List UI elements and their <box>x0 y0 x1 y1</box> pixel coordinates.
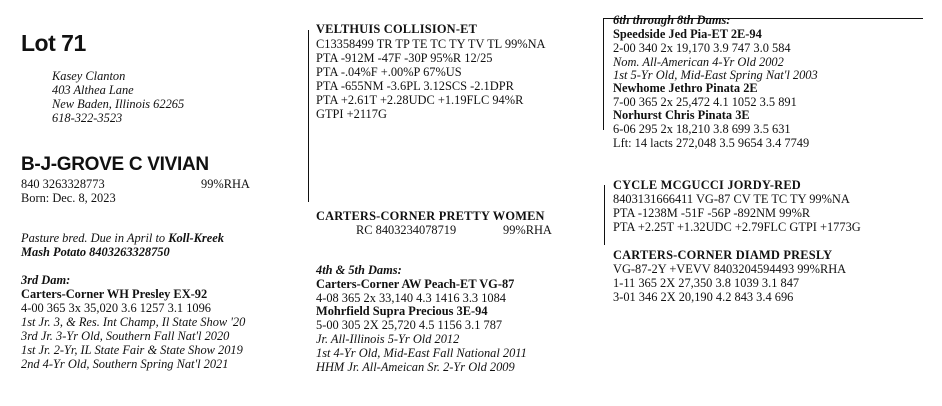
sixth-dam-record: 2-00 340 2x 19,170 3.9 747 3.0 584 <box>613 41 791 55</box>
third-dam-honor: 1st Jr. 2-Yr, IL State Fair & State Show 2019 <box>21 343 243 357</box>
consignor-name: Kasey Clanton <box>52 69 126 83</box>
breeding-note-line1 <box>21 231 224 245</box>
eighth-dam-record: 6-06 295 2x 18,210 3.8 699 3.5 631 <box>613 122 791 136</box>
cycle-sire-line: 8403131666411 VG-87 CV TE TC TY 99%NA <box>613 192 850 206</box>
sixth-dam-honor: Nom. All-American 4-Yr Old 2002 <box>613 55 784 69</box>
animal-birth-date: Born: Dec. 8, 2023 <box>21 191 116 205</box>
fifth-dam-honor: 1st 4-Yr Old, Mid-East Fall National 2011 <box>316 346 527 360</box>
diamd-dam-line: 3-01 346 2X 20,190 4.2 843 3.4 696 <box>613 290 794 304</box>
diamd-dam-line: VG-87-2Y +VEVV 8403204594493 99%RHA <box>613 262 847 276</box>
animal-breed-percent: 99%RHA <box>201 177 250 191</box>
dam-percent: 99%RHA <box>503 223 552 237</box>
fourth-dam-name: Carters-Corner AW Peach-ET VG-87 <box>316 277 515 291</box>
fifth-dam-honor: HHM Jr. All-Ameican Sr. 2-Yr Old 2009 <box>316 360 515 374</box>
fourth-dam-record: 4-08 365 2x 33,140 4.3 1416 3.3 1084 <box>316 291 506 305</box>
cycle-sire-line: PTA -1238M -51F -56P -892NM 99%R <box>613 206 811 220</box>
sire-line: C13358499 TR TP TE TC TY TV TL 99%NA <box>316 37 546 51</box>
sire-line: GTPI +2117G <box>316 107 387 121</box>
service-sire-ref: Koll-Kreek <box>168 231 224 245</box>
eighth-dam-lifetime: Lft: 14 lacts 272,048 3.5 9654 3.4 7749 <box>613 136 810 150</box>
dams-4-5-heading: 4th & 5th Dams: <box>316 263 402 277</box>
diamd-dam-name: CARTERS-CORNER DIAMD PRESLY <box>613 248 833 262</box>
dam-name: CARTERS-CORNER PRETTY WOMEN <box>316 209 545 223</box>
pedigree-line-sire-sire <box>603 18 604 130</box>
dam-registration: RC 8403234078719 <box>356 223 457 237</box>
consignor-street: 403 Althea Lane <box>52 83 134 97</box>
animal-name: B-J-GROVE C VIVIAN <box>21 154 209 175</box>
third-dam-honor: 3rd Jr. 3-Yr Old, Southern Fall Nat'l 2020 <box>21 329 230 343</box>
cycle-sire-line: PTA +2.25T +1.32UDC +2.79FLC GTPI +1773G <box>613 220 861 234</box>
consignor-city: New Baden, Illinois 62265 <box>52 97 185 111</box>
sire-line: PTA -.04%F +.00%P 67%US <box>316 65 462 79</box>
dams-6-8-heading: 6th through 8th Dams: <box>613 13 731 27</box>
pedigree-line-sire <box>308 30 309 202</box>
third-dam-honor: 2nd 4-Yr Old, Southern Spring Nat'l 2021 <box>21 357 229 371</box>
fifth-dam-name: Mohrfield Supra Precious 3E-94 <box>316 304 488 318</box>
fifth-dam-honor: Jr. All-Illinois 5-Yr Old 2012 <box>316 332 460 346</box>
eighth-dam-name: Norhurst Chris Pinata 3E <box>613 108 750 122</box>
third-dam-record: 4-00 365 3x 35,020 3.6 1257 3.1 1096 <box>21 301 211 315</box>
sire-line: PTA -655NM -3.6PL 3.12SCS -2.1DPR <box>316 79 514 93</box>
sire-line: PTA +2.61T +2.28UDC +1.19FLC 94%R <box>316 93 524 107</box>
sixth-dam-honor: 1st 5-Yr Old, Mid-East Spring Nat'l 2003 <box>613 68 818 82</box>
sixth-dam-name: Speedside Jed Pia-ET 2E-94 <box>613 27 762 41</box>
animal-registration: 840 3263328773 <box>21 177 105 191</box>
cycle-sire-name: CYCLE MCGUCCI JORDY-RED <box>613 178 801 192</box>
seventh-dam-name: Newhome Jethro Pinata 2E <box>613 81 758 95</box>
consignor-phone: 618-322-3523 <box>52 111 123 125</box>
third-dam-honor: 1st Jr. 3, & Res. Int Champ, Il State Show '20 <box>21 315 246 329</box>
breeding-note-line2: Mash Potato 8403263328750 <box>21 245 170 259</box>
seventh-dam-record: 7-00 365 2x 25,472 4.1 1052 3.5 891 <box>613 95 797 109</box>
fifth-dam-record: 5-00 305 2X 25,720 4.5 1156 3.1 787 <box>316 318 503 332</box>
sire-name: VELTHUIS COLLISION-ET <box>316 22 478 36</box>
third-dam-heading: 3rd Dam: <box>21 273 71 287</box>
diamd-dam-line: 1-11 365 2X 27,350 3.8 1039 3.1 847 <box>613 276 800 290</box>
third-dam-name: Carters-Corner WH Presley EX-92 <box>21 287 208 301</box>
pedigree-line-dam-sire <box>604 185 605 245</box>
breeding-note-text: Pasture bred. Due in April to <box>21 231 169 245</box>
lot-title: Lot 71 <box>21 30 86 56</box>
sire-line: PTA -912M -47F -30P 95%R 12/25 <box>316 51 493 65</box>
